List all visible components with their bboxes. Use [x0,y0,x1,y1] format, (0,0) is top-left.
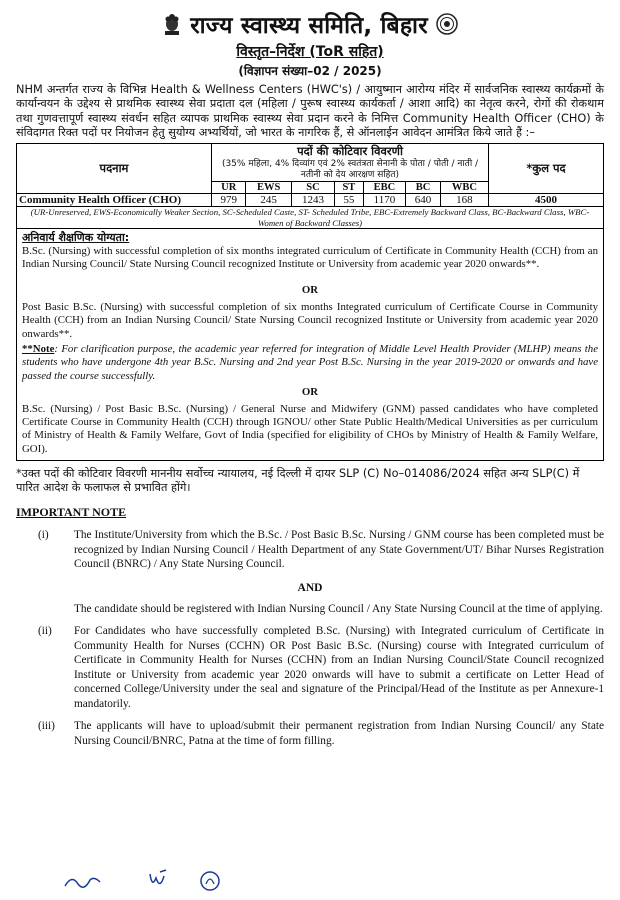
category-subheader: (35% महिला, 4% दिव्यांग एवं 2% स्वतंत्रता सेनानी के पोता / पोती / नाती / नतीनी को देय आरक्षण सहित) [221,159,479,181]
item-number: (iii) [38,720,55,733]
list-item [16,602,604,617]
value-wbc: 168 [440,194,488,207]
list-item [16,719,604,748]
category-header-cell [212,144,489,182]
and-separator: AND [297,581,323,594]
category-header: पदों की कोटिवार विवरणी [297,144,403,159]
list-item [16,528,604,572]
qualification-option-1: B.Sc. (Nursing) with successful completion of six months integrated curriculum of Certificate in Community Health (CCH) from an Indian Nursing Council/ State Nursing Council recognized Institute or University from academic year 2020 onwards**. [22,244,598,270]
value-sc: 1243 [291,194,334,207]
item-number [16,602,74,617]
category-ur: UR [212,182,246,194]
qualification-option-2: Post Basic B.Sc. (Nursing) with successful completion of six months Integrated curriculum of Certificate Course in Community Health (CCH) from an Indian Nursing Council/ State Nursing Council recognized Institute or University from academic year 2020 onwards**. [22,300,598,340]
note-label: **Note [22,343,55,356]
category-ebc: EBC [363,182,406,194]
ashoka-emblem-icon [162,11,182,37]
item-text: The Institute/University from which the B.Sc. / Post Basic B.Sc. Nursing / GNM course has been completed must be recognized by Indian Nursing Council / Health Department of any State Government/UT/ Bihar Nurses Registration Council (BNRC) / Any State Nursing Council. [74,529,604,571]
item-text: The applicants will have to upload/submit their permanent registration from Indian Nursing Council/ any State Nursing Council/BNRC, Patna at the time of form filling. [74,720,604,747]
value-ebc: 1170 [363,194,406,207]
intro-paragraph: NHM अन्तर्गत राज्य के विभिन्न Health & Wellness Centers (HWC's) / आयुष्मान आरोग्य मंदिर में सार्वजनिक स्वास्थ्य कार्यक्रमों के कार्यान्वयन के उद्देश्य से प्राथमिक स्वास्थ्य सेवा प्रदाता दल (महिला / पुरूष स्वास्थ्य कार्यकर्ता / आशा आदि) का नेतृत्व करने, रोगों की रोकथाम तथा गुणवत्तापूर्ण स्वास्थ्य संवर्धन सहित व्यापक प्राथमिक स्वास्थ्य सेवा प्रदान करने के निमित्त Community Health Officer (CHO) के संविदागत रिक्त पदों पर नियोजन हेतु सुयोग्य अभ्यर्थियों, जो भारत के नागरिक हैं, से ऑनलाईन आवेदन आमंत्रित किये जाते हैं :– [16,83,604,139]
total-header: *कुल पद [526,161,566,176]
handwritten-signatures [60,866,260,896]
table-row [17,194,604,207]
or-separator: OR [301,284,319,297]
important-note-heading: IMPORTANT NOTE [16,505,127,520]
item-text: For Candidates who have successfully completed B.Sc. (Nursing) with Integrated curriculum of Certificate in Community Health for Nurses (CCHN) OR Post Basic B.Sc. (Nursing) course with Integrated curriculum of Certificate in Community Health for Nurses (CCHN) from an Indian Nursing Council/State Council recognized Institute or University from academic year 2020 onwards will have to submit a certificate on Letter Head of concerned College/University under the seal and signature of the Principal/Head of the Institute as per Annexure-1 mandatorily. [74,625,604,710]
post-header-cell [17,144,212,194]
qualification-heading: अनिवार्य शैक्षणिक योग्यता: [22,231,130,245]
qualification-box [16,229,604,461]
document-page [16,8,604,748]
item-text: The candidate should be registered with Indian Nursing Council / Any State Nursing Council at the time of applying. [74,602,603,615]
item-number: (ii) [38,625,52,638]
value-ews: 245 [246,194,291,207]
post-name: Community Health Officer (CHO) [17,194,212,207]
qualification-note [22,343,598,383]
category-bc: BC [406,182,440,194]
total-header-cell [489,144,604,194]
state-health-society-seal-icon [436,13,458,35]
item-number: (i) [38,529,49,542]
category-st: ST [335,182,364,194]
abbreviations-note: (UR-Unreserved, EWS-Economically Weaker Section, SC-Scheduled Caste, ST- Scheduled Tribe, EBC-Extremely Backward Class, BC-Backward Class, WBC-Women of Backward Classes) [17,207,604,229]
organization-title: राज्य स्वास्थ्य समिति, बिहार [190,13,428,39]
value-ur: 979 [212,194,246,207]
advertisement-number: (विज्ञापन संख्या–02 / 2025) [238,64,382,78]
list-item [16,624,604,711]
total-value: 4500 [489,194,604,207]
category-wbc: WBC [440,182,488,194]
court-note: *उक्त पदों की कोटिवार विवरणी माननीय सर्वोच्च न्यायालय, नई दिल्ली में दायर SLP (C) No–014086/2024 सहित अन्य SLP(C) में पारित आदेश के फलाफल से प्रभावित होंगे। [16,467,580,495]
document-subtitle: विस्तृत–निर्देश (ToR सहित) [236,44,384,60]
post-header: पदनाम [99,161,129,176]
category-ews: EWS [246,182,291,194]
value-st: 55 [335,194,364,207]
qualification-option-3: B.Sc. (Nursing) / Post Basic B.Sc. (Nursing) / General Nurse and Midwifery (GNM) passed candidates who have completed Certificate Course in Community Health (CCH) through IGNOU/ other State Public Health/Medical Universities as per curriculum of Ministry of Health & Family Welfare, Govt of India (specified for eligibility of CHOs by Ministry of Health & Family Welfare, GOI). [22,402,598,455]
value-bc: 640 [406,194,440,207]
vacancy-table [16,143,604,229]
header [16,8,604,40]
note-text: : For clarification purpose, the academic year referred for integration of Middle Level Health Provider (MLHP) means the students who have undergone 4th year B.Sc. Nursing and 2nd year Post B.Sc. Nursing in the year 2019-2020 or onwards and have passed the course successfully. [22,343,598,382]
category-sc: SC [291,182,334,194]
or-separator: OR [301,386,319,399]
